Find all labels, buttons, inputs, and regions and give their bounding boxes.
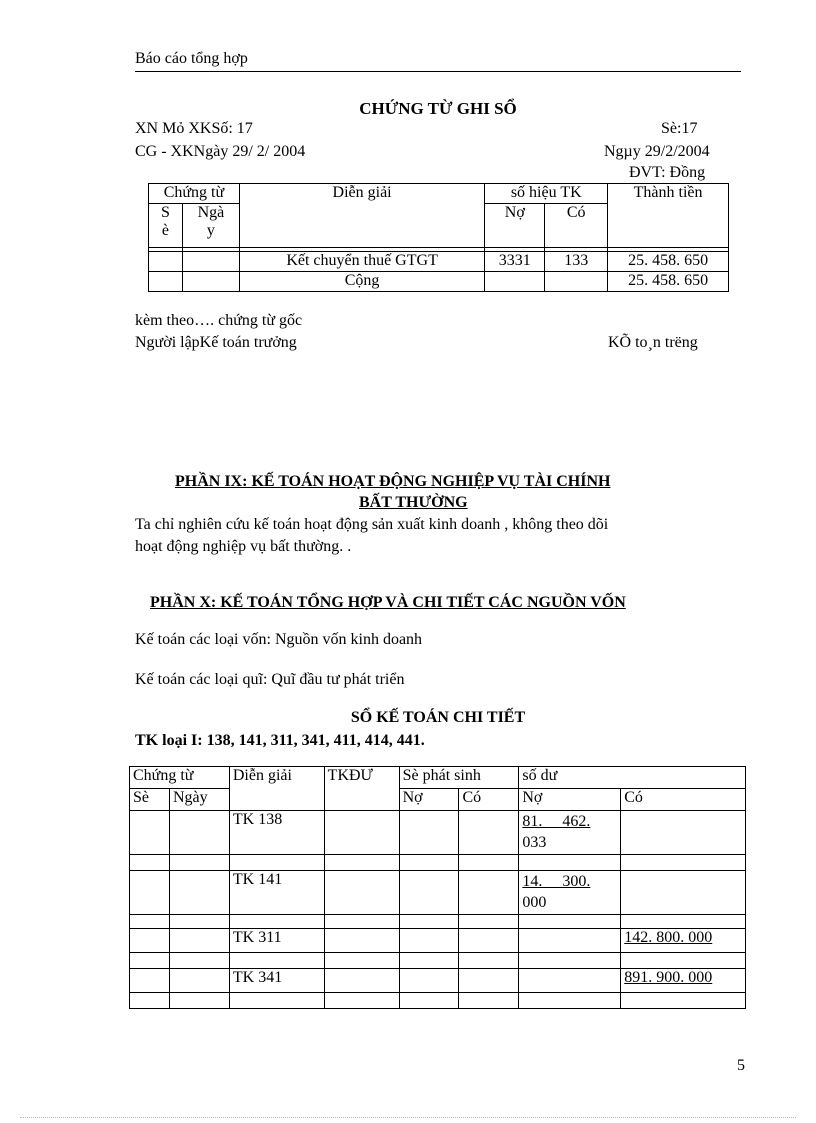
ledger-th-tkdu: TKĐƯ	[324, 767, 399, 811]
ledger-th-se: Sè	[130, 789, 170, 811]
ledger-th-ngay: Ngày	[169, 789, 229, 811]
voucher-attach: kèm theo…. chứng từ gốc	[135, 312, 303, 329]
part9-text-line1: Ta chỉ nghiên cứu kế toán hoạt động sản xuất kinh doanh , không theo dõi	[135, 516, 609, 533]
page-number: 5	[737, 1057, 745, 1074]
voucher-line2-left: CG - XKNgày 29/ 2/ 2004	[135, 143, 306, 160]
ledger-th-diengiai: Diễn giải	[229, 767, 324, 811]
ledger-th-co2: Có	[621, 789, 746, 811]
ledger-subtitle: TK loại I: 138, 141, 311, 341, 411, 414, 441.	[135, 732, 425, 749]
voucher-title: CHỨNG TỪ GHI SỔ	[359, 99, 517, 118]
ledger-th-co: Có	[459, 789, 519, 811]
voucher-th-diengiai: Diễn giải	[239, 184, 484, 248]
ledger-tk138-no-line2: 033	[522, 834, 547, 851]
voucher-table	[148, 183, 729, 292]
ledger-tk138: TK 138	[229, 811, 324, 855]
voucher-signer-left: Người lậpKế toán trưởng	[135, 334, 297, 351]
voucher-row1-desc: Kết chuyển thuế GTGT	[239, 252, 484, 272]
voucher-row1-no: 3331	[485, 252, 545, 272]
part10-heading: PHẦN X: KẾ TOÁN TỔNG HỢP VÀ CHI TIẾT CÁC NGUỒN VỐN	[150, 594, 626, 611]
ledger-tk141: TK 141	[229, 871, 324, 915]
voucher-line2-right: Ngµy 29/2/2004	[604, 143, 710, 160]
page-header-title: Báo cáo tổng hợp	[135, 50, 248, 67]
ledger-tk341-co: 891. 900. 000	[621, 969, 746, 993]
voucher-row1-amount: 25. 458. 650	[608, 252, 729, 272]
ledger-th-chungtu: Chứng từ	[130, 767, 230, 789]
voucher-line1-right: Sè:17	[661, 120, 698, 137]
ledger-tk138-no	[519, 811, 621, 855]
part9-heading-cont: BẤT THƯỜNG	[359, 494, 468, 511]
part10-line2: Kế toán các loại quĩ: Quĩ đầu tư phát triển	[135, 671, 405, 688]
part9-heading: PHẦN IX: KẾ TOÁN HOẠT ĐỘNG NGHIỆP VỤ TÀI CHÍNH	[175, 473, 611, 490]
voucher-line1-left: XN Mỏ XKSố: 17	[135, 120, 253, 137]
voucher-th-thanhtien: Thành tiền	[608, 184, 729, 248]
voucher-unit: ĐVT: Đồng	[629, 164, 706, 181]
page-bottom-edge	[20, 1117, 796, 1118]
ledger-th-sodu: số dư	[519, 767, 746, 789]
voucher-th-chungtu: Chứng từ	[149, 184, 240, 204]
voucher-signer-right: KÕ to¸n trëng	[608, 334, 698, 351]
ledger-title: SỔ KẾ TOÁN CHI TIẾT	[350, 709, 526, 726]
ledger-th-phatsinh: Sè phát sinh	[399, 767, 519, 789]
ledger-th-no: Nợ	[399, 789, 459, 811]
ledger-tk311: TK 311	[229, 929, 324, 953]
ledger-tk141-no-line2: 000	[522, 894, 547, 911]
ledger-tk138-no-line1: 81. 462.	[522, 813, 591, 830]
voucher-th-sohieu: số hiệu TK	[485, 184, 608, 204]
voucher-total-amount: 25. 458. 650	[608, 272, 729, 292]
ledger-tk141-no	[519, 871, 621, 915]
voucher-th-co: Có	[545, 204, 608, 248]
voucher-th-se: S è	[149, 204, 183, 248]
voucher-total-desc: Cộng	[239, 272, 484, 292]
part10-line1: Kế toán các loại vốn: Nguồn vốn kinh doanh	[135, 631, 423, 648]
ledger-tk341: TK 341	[229, 969, 324, 993]
voucher-th-no: Nợ	[485, 204, 545, 248]
voucher-row1-co: 133	[545, 252, 608, 272]
ledger-table	[129, 766, 746, 1009]
part9-text-line2: hoạt động nghiệp vụ bất thường. .	[135, 538, 352, 555]
ledger-tk311-co: 142. 800. 000	[621, 929, 746, 953]
voucher-th-ngay: Ngà y	[182, 204, 239, 248]
header-rule	[135, 71, 741, 72]
ledger-th-no2: Nợ	[519, 789, 621, 811]
ledger-tk141-no-line1: 14. 300.	[522, 873, 591, 890]
